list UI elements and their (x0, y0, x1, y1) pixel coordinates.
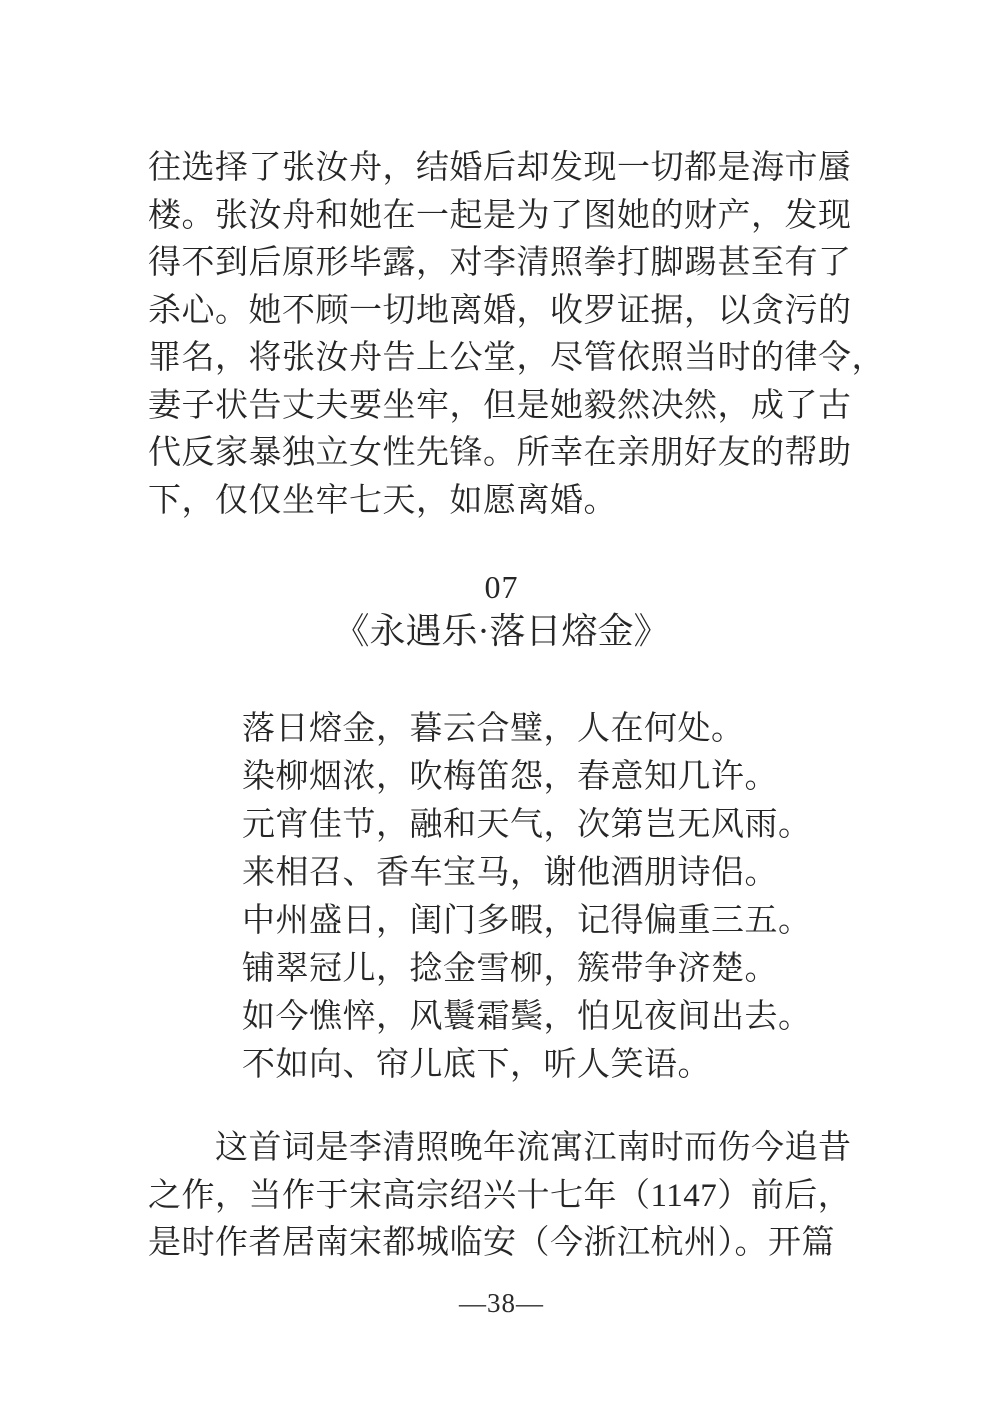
page-number: —38— (459, 1287, 544, 1318)
paragraph-biography (148, 145, 885, 525)
paragraph-line: 这首词是李清照晚年流寓江南时而伤今追昔 (215, 1130, 852, 1166)
poem-line: 元宵佳节，融和天气，次第岂无风雨。 (242, 807, 812, 843)
poem-line: 落日熔金，暮云合璧，人在何处。 (242, 711, 745, 747)
section-number: 07 (484, 569, 519, 605)
paragraph-line: 代反家暴独立女性先锋。所幸在亲朋好友的帮助 (148, 435, 852, 471)
poem-line: 如今憔悴，风鬟霜鬓，怕见夜间出去。 (242, 999, 812, 1035)
poem-line: 来相召、香车宝马，谢他酒朋诗侣。 (242, 855, 778, 891)
paragraph-line: 往选择了张汝舟，结婚后却发现一切都是海市蜃 (148, 150, 852, 186)
poem-line: 不如向、帘儿底下，听人笑语。 (242, 1047, 711, 1083)
paragraph-line: 之作，当作于宋高宗绍兴十七年（1147）前后， (148, 1177, 852, 1214)
paragraph-line: 罪名，将张汝舟告上公堂，尽管依照当时的律令， (148, 340, 885, 376)
paragraph-line: 得不到后原形毕露，对李清照拳打脚踢甚至有了 (148, 245, 852, 281)
paragraph-line: 是时作者居南宋都城临安（今浙江杭州）。开篇 (148, 1225, 835, 1261)
paragraph-commentary (148, 1125, 855, 1268)
paragraph-line: 杀心。她不顾一切地离婚，收罗证据，以贪污的 (148, 292, 852, 329)
poem-block (148, 705, 855, 1089)
paragraph-line: 妻子状告丈夫要坐牢，但是她毅然决然，成了古 (148, 387, 852, 424)
paragraph-line: 楼。张汝舟和她在一起是为了图她的财产，发现 (148, 197, 852, 234)
poem-line: 中州盛日，闺门多暇，记得偏重三五。 (242, 903, 812, 939)
paragraph-line: 下，仅仅坐牢七天，如愿离婚。 (148, 482, 617, 519)
poem-title: 《永遇乐·落日熔金》 (333, 611, 670, 651)
poem-line: 染柳烟浓，吹梅笛怨，春意知几许。 (242, 759, 778, 795)
poem-line: 铺翠冠儿，捻金雪柳，簇带争济楚。 (242, 951, 778, 987)
